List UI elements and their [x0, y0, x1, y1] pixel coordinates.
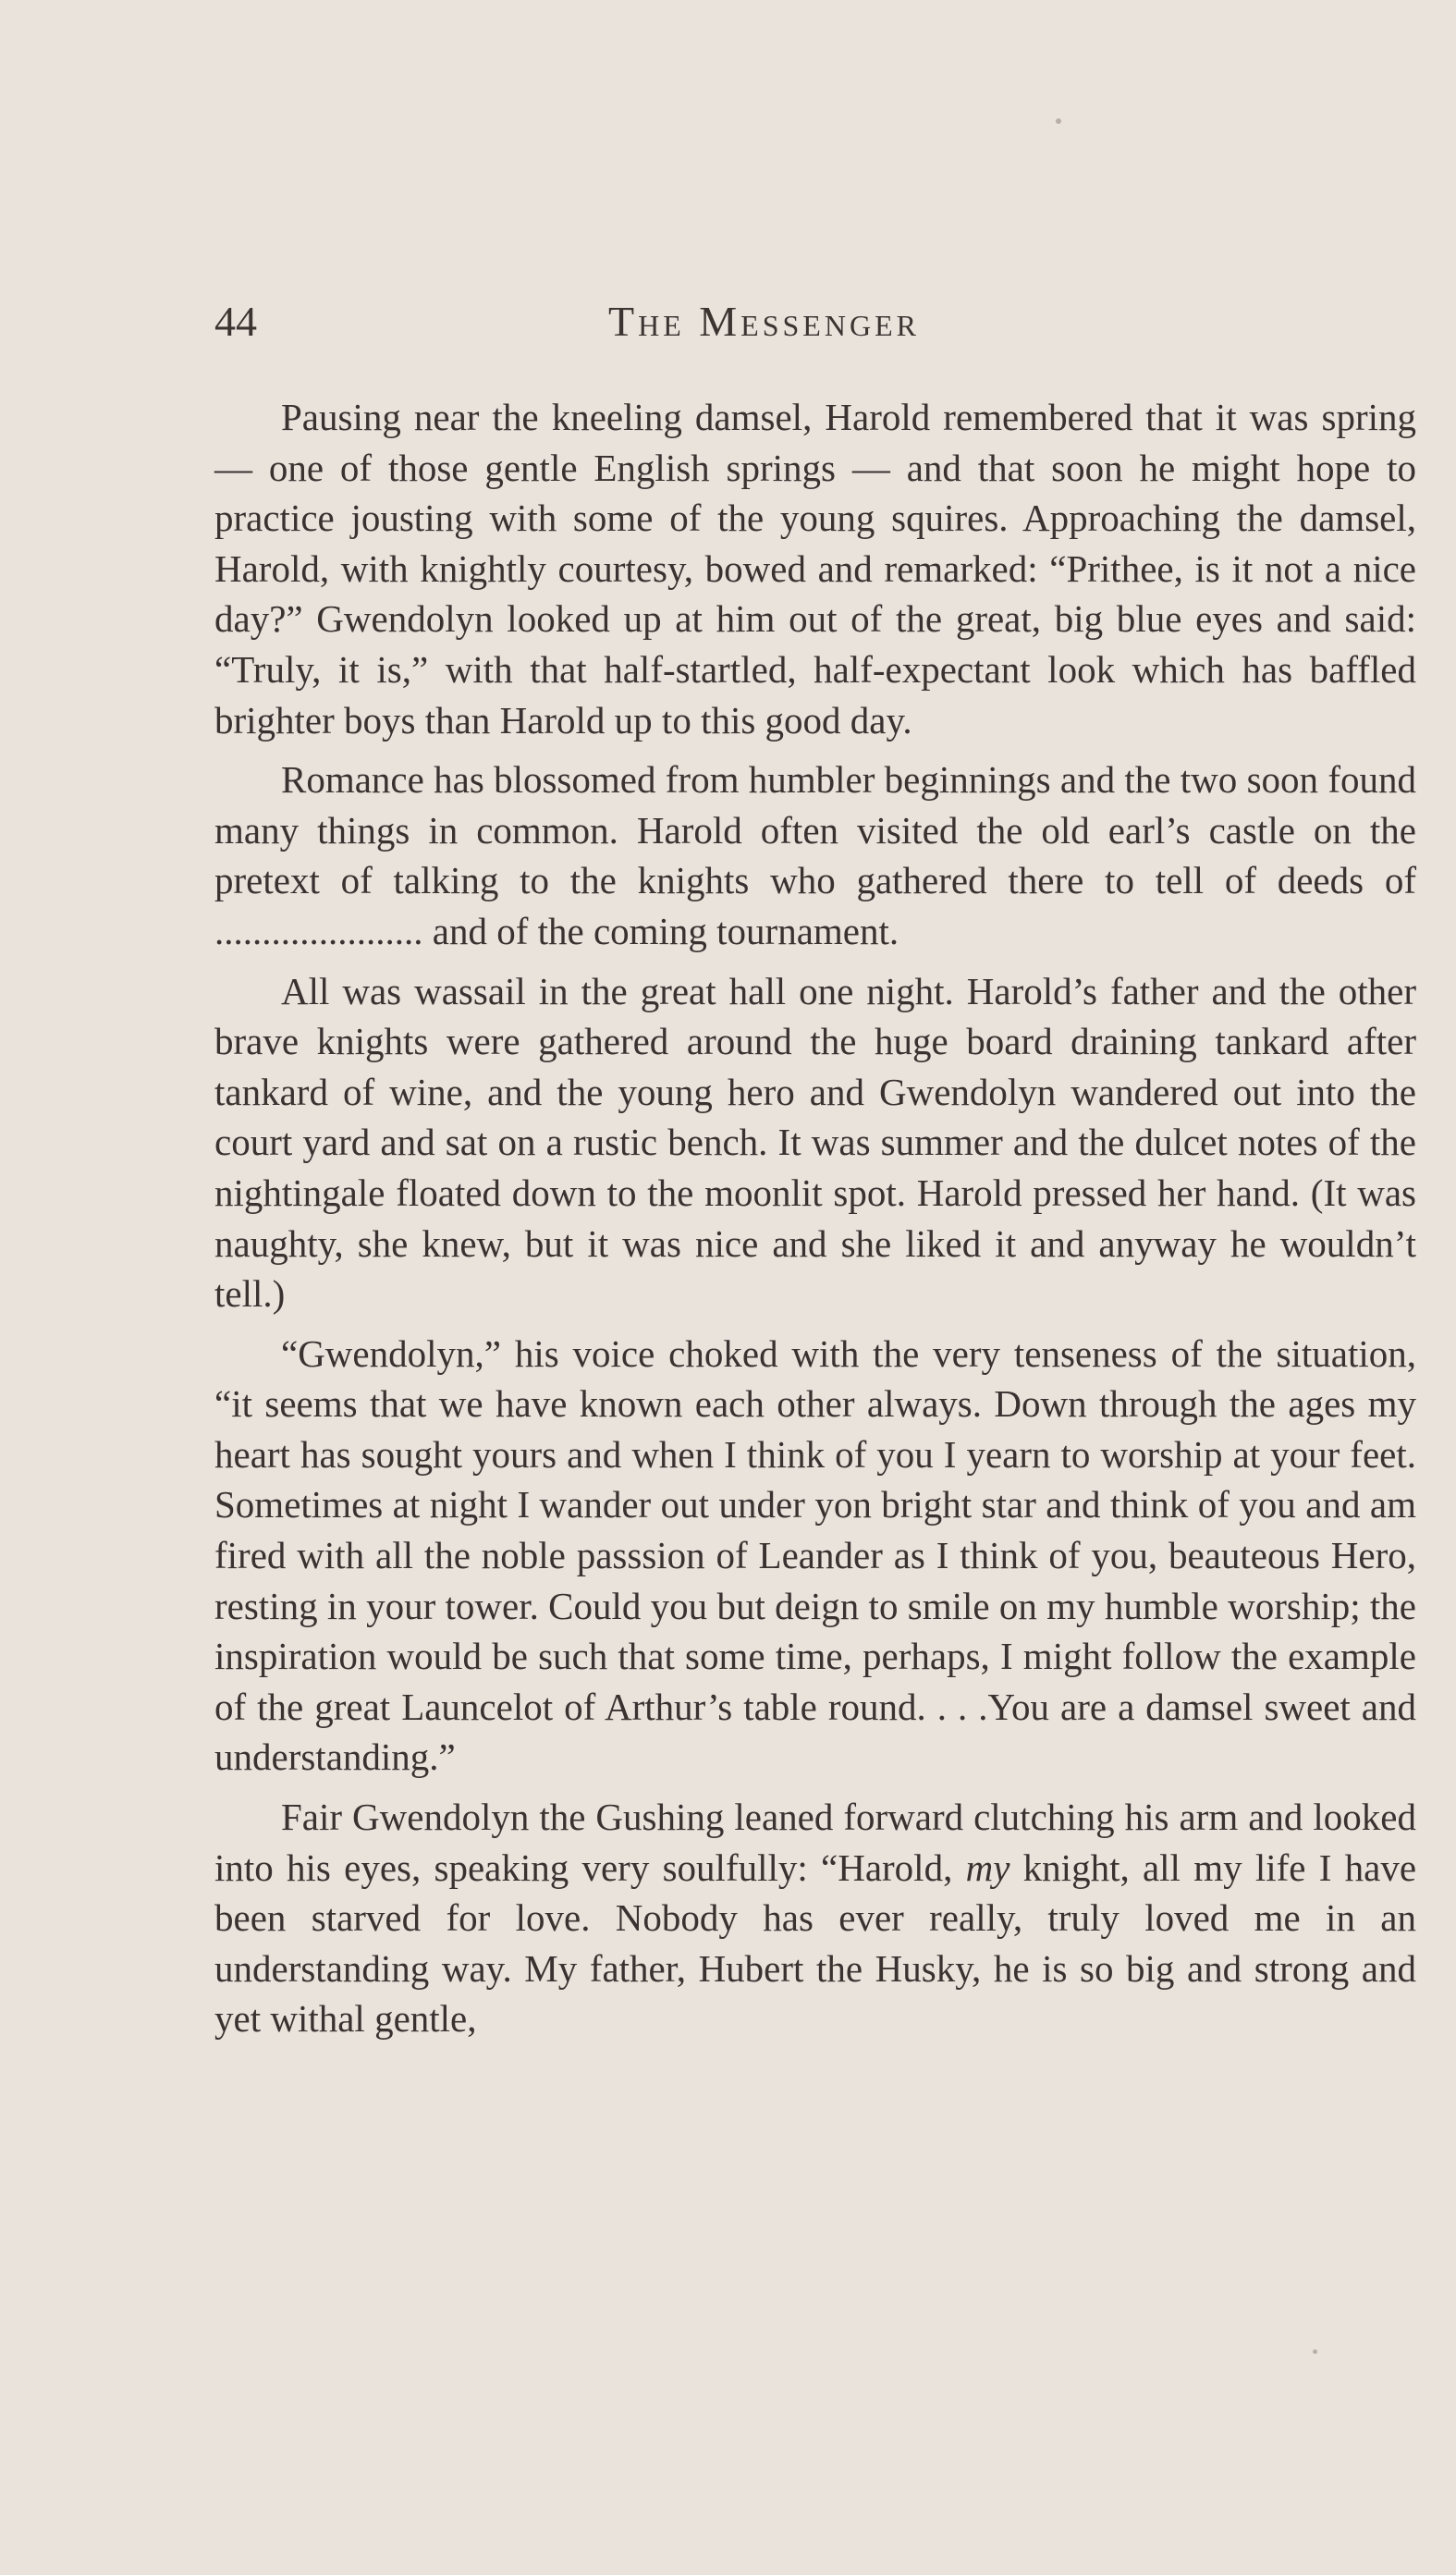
- paragraph-2-text-after: and of the coming tournament.: [432, 909, 899, 952]
- paragraph-4: “Gwendolyn,” his voice choked with the very tenseness of the situation, “it seems that we have known each other always. Down through the ages my heart has sought yours and when I think of you I yearn to worship at your feet. Sometimes at night I wander out under yon bright star and think of you and am fired with all the noble passsion of Leander as I think of you, beauteous Hero, resting in your tower. Could you but deign to smile on my humble worship; the inspiration would be such that some time, perhaps, I might follow the example of the great Launcelot of Arthur’s table round. . . .You are a damsel sweet and understanding.”: [214, 1331, 1416, 1779]
- paragraph-5: [214, 1792, 1416, 2044]
- paper-speck: [1056, 118, 1061, 124]
- running-head: [214, 294, 1416, 349]
- paragraph-5-italic-word: my: [965, 1845, 1010, 1889]
- paragraph-3: All was wassail in the great hall one night. Harold’s father and the other brave knights were gathered around the huge board draining tankard after tankard of wine, and the young hero and Gwendolyn wandered out into the court yard and sat on a rustic bench. It was summer and the dulcet notes of the nightingale floated down to the moonlit spot. Harold pressed her hand. (It was naughty, she knew, but it was nice and she liked it and anyway he wouldn’t tell.): [214, 969, 1416, 1316]
- elided-word-dots: ......................: [214, 909, 423, 952]
- body-text: [214, 392, 1416, 2054]
- running-title: The Messenger: [608, 298, 920, 345]
- page-number: 44: [214, 298, 257, 345]
- paragraph-1: Pausing near the kneeling damsel, Harold remembered that it was spring — one of those gentle English springs — and that soon he might hope to practice jousting with some of the young squires. Approaching the damsel, Harold, with knightly courtesy, bowed and remarked: “Prithee, is it not a nice day?” Gwendolyn looked up at him out of the great, big blue eyes and said: “Truly, it is,” with that half-startled, half-expectant look which has baffled brighter boys than Harold up to this good day.: [214, 396, 1416, 742]
- paragraph-2: [214, 754, 1416, 956]
- paper-speck: [1313, 2349, 1317, 2354]
- paragraph-2-text-before: Romance has blossomed from humbler beginnings and the two soon found many things in common. Harold often visited the old earl’s castle on the pretext of talking to the knights who gathered there to tell of deeds of: [214, 758, 1416, 902]
- paragraph-5-text-after: knight, all my life I have been starved for love. Nobody has ever really, truly loved me in an understanding way. My father, Hubert the Husky, he is so big and strong and yet withal gentle,: [214, 1845, 1417, 2041]
- paragraph-5-text-before: Fair Gwendolyn the Gushing leaned forward clutching his arm and looked into his eyes, speaking very soulfully: “Harold,: [214, 1796, 1416, 1889]
